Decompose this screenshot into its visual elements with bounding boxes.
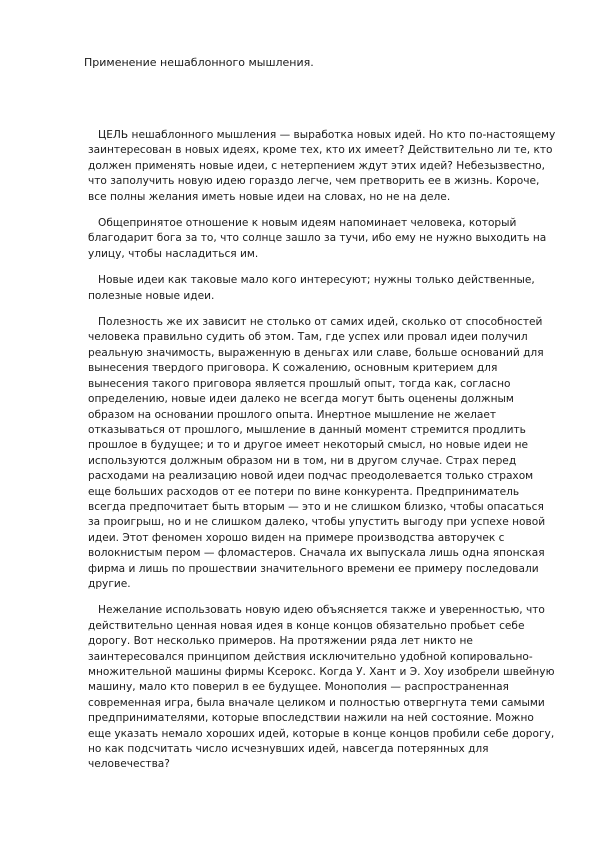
document-title: Применение нешаблонного мышления. bbox=[84, 56, 314, 69]
paragraph-4: Полезность же их зависит не столько от самих идей, сколько от способностей человека правильно судить об этом. Там, где успех или провал идеи получил реальную значимость, выраженную в деньгах или славе, больше оснований для вынесения твердого приговора. К сожалению, основным критерием для вынесения такого приговора является прошлый опыт, тогда как, согласно определению, новые идеи далеко не всегда могут быть оценены должным образом на основании прошлого опыта. Инертное мышление не желает отказываться от прошлого, мышление в данный момент стремится продлить прошлое в будущее; и то и другое имеет некоторый смысл, но новые идеи не используются должным образом ни в том, ни в другом случае. Страх перед расходами на реализацию новой идеи подчас преодолевается только страхом еще больших расходов от ее потери по вине конкурента. Предприниматель всегда предпочитает быть вторым — это и не слишком близко, чтобы опасаться за проигрыш, но и не слишком далеко, чтобы упустить выгоду при успехе новой идеи. Этот феномен хорошо виден на примере производства авторучек с волокнистым пером — фломастеров. Сначала их выпускала лишь одна японская фирма и лишь по прошествии значительного времени ее примеру последовали другие. bbox=[88, 316, 546, 590]
paragraph-3: Новые идеи как таковые мало кого интересуют; нужны только действенные, полезные новые идеи. bbox=[88, 274, 535, 302]
paragraph-1: ЦЕЛЬ нешаблонного мышления — выработка новых идей. Но кто по-настоящему заинтересован в новых идеях, кроме тех, кто их имеет? Действительно ли те, кто должен применять новые идеи, с нетерпением ждут этих идей? Небезызвестно, что заполучить новую идею гораздо легче, чем претворить ее в жизнь. Короче, все полны желания иметь новые идеи на словах, но не на деле. bbox=[88, 129, 556, 203]
paragraph-2: Общепринятое отношение к новым идеям напоминает человека, который благодарит бога за то, что солнце зашло за тучи, ибо ему не нужно выходить на улицу, чтобы насладиться им. bbox=[88, 217, 547, 260]
paragraph-5: Нежелание использовать новую идею объясняется также и уверенностью, что действительно ценная новая идея в конце концов обязательно пробьет себе дорогу. Вот несколько примеров. На протяжении ряда лет никто не заинтересовался принципом действия исключительно удобной копировально-множительной машины фирмы Ксерокс. Когда У. Хант и Э. Хоу изобрели швейную машину, мало кто поверил в ее будущее. Монополия — распространенная современная игра, была вначале целиком и полностью отвергнута теми самыми предпринимателями, которые впоследствии нажили на ней состояние. Можно еще указать немало хороших идей, которые в конце концов пробили себе дорогу, но как подсчитать число исчезнувших идей, навсегда потерянных для человечества? bbox=[88, 604, 555, 771]
document-body bbox=[88, 128, 558, 784]
